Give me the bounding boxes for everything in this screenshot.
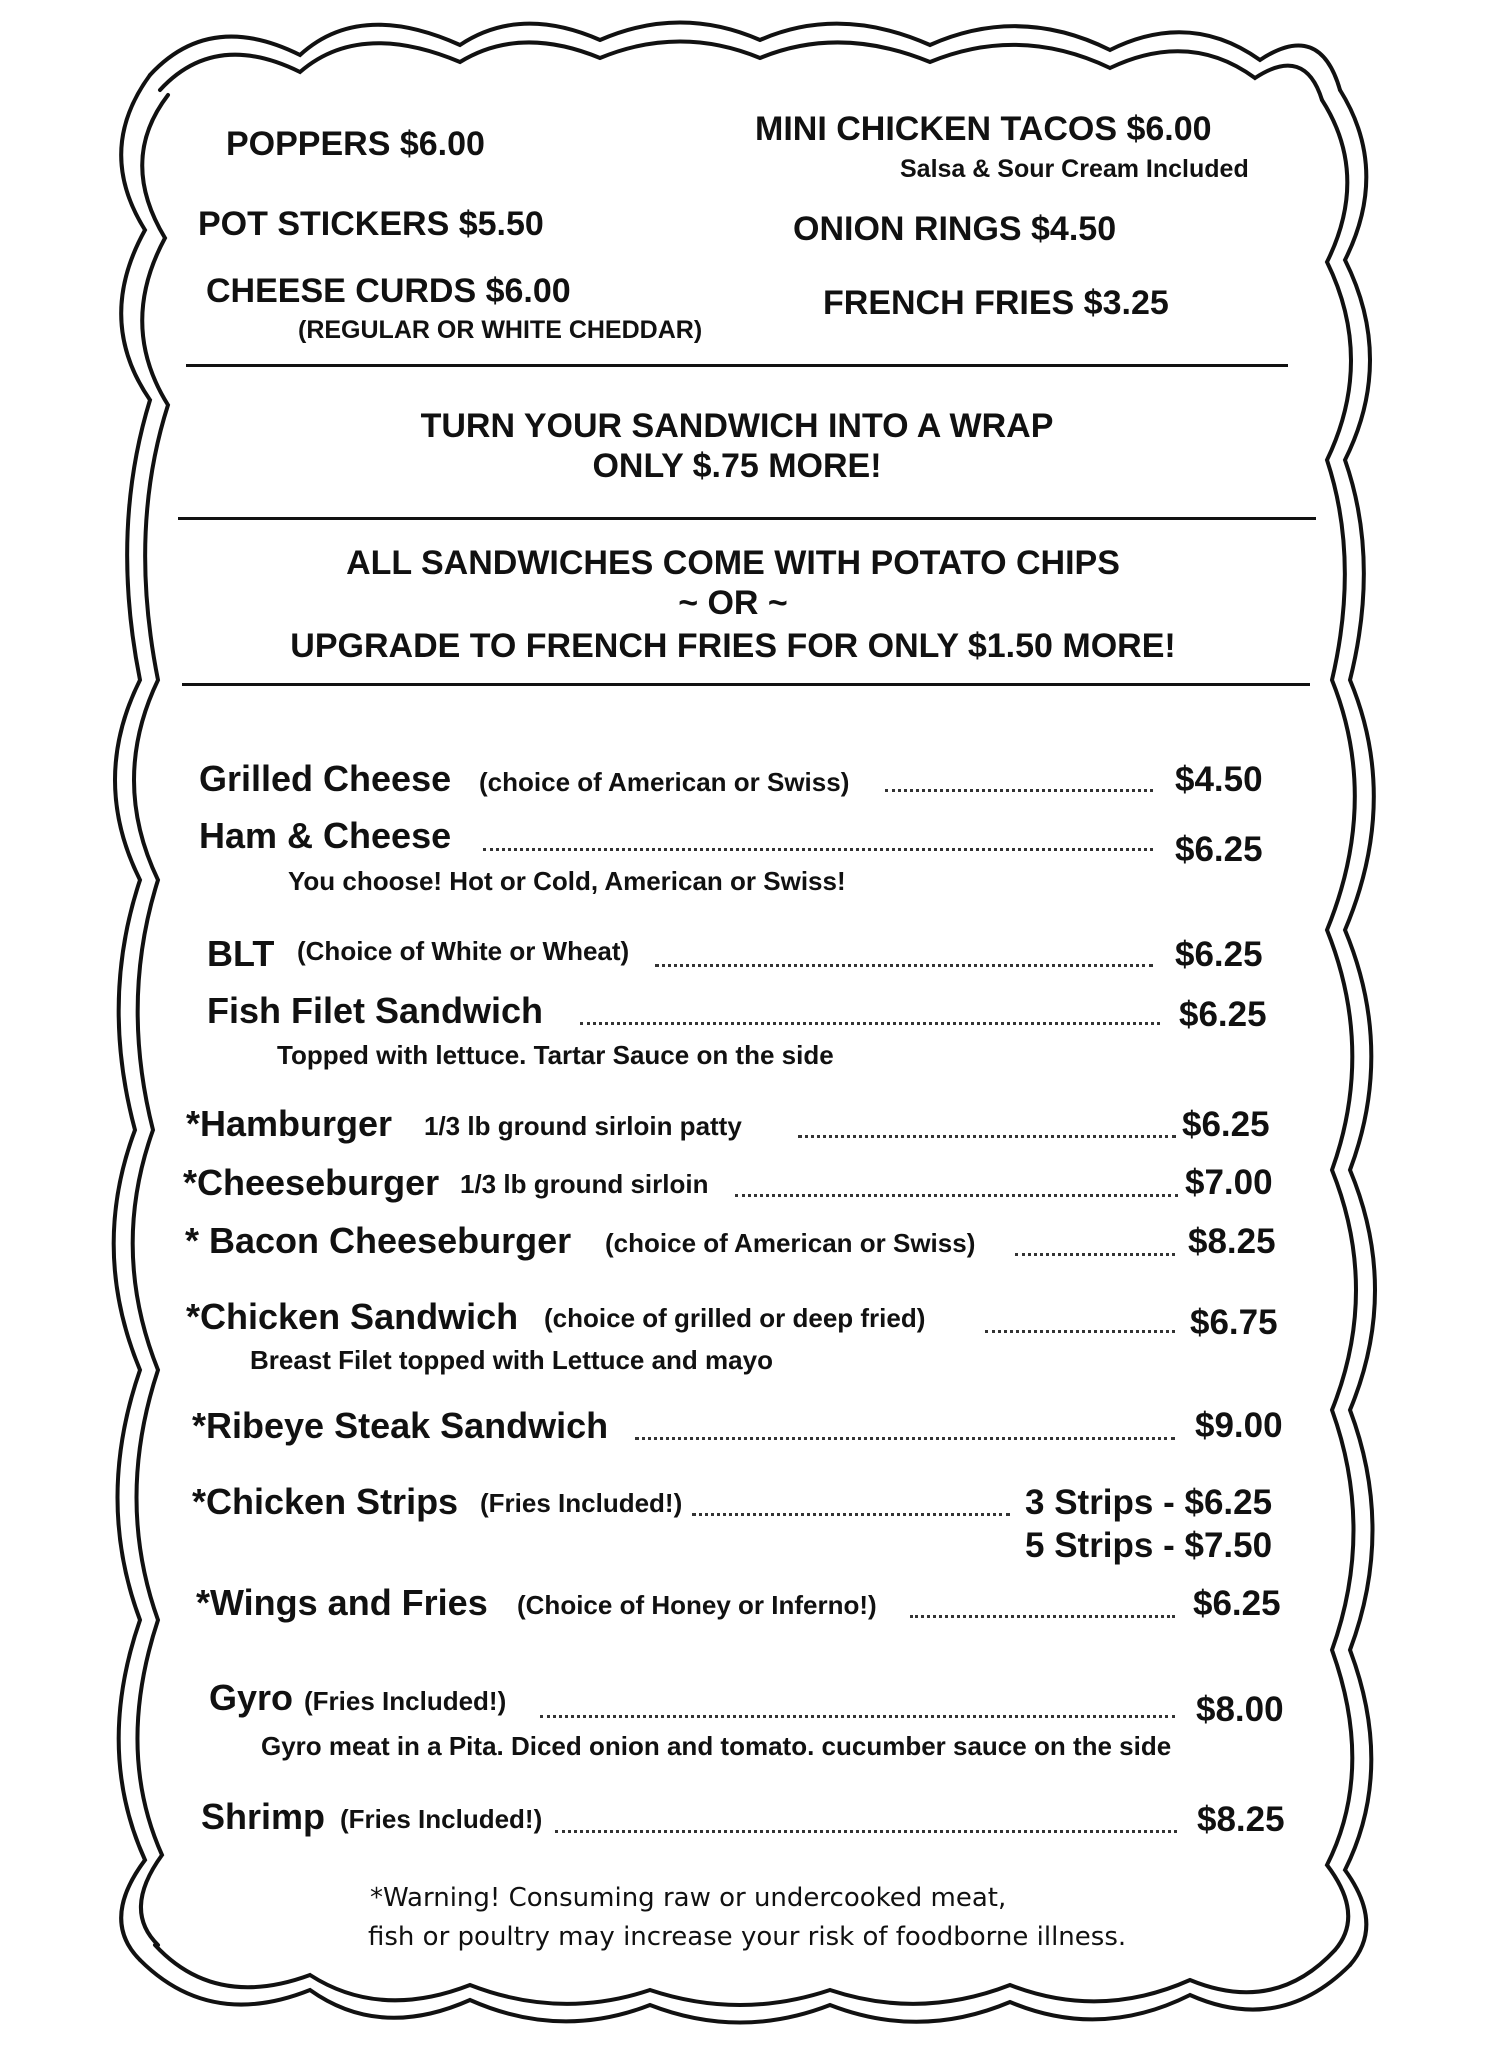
warning-line-1: *Warning! Consuming raw or undercooked meat, — [370, 1883, 1007, 1913]
item-fish-filet-name: Fish Filet Sandwich — [207, 990, 544, 1031]
item-grilled-cheese-leader — [885, 789, 1153, 792]
sides-notice-line-2: ~ OR ~ — [678, 584, 788, 622]
item-wings-price: $6.25 — [1193, 1584, 1281, 1623]
item-hamburger-name: *Hamburger — [186, 1103, 393, 1144]
item-blt-price: $6.25 — [1175, 935, 1263, 974]
item-gyro-leader — [540, 1715, 1175, 1718]
wrap-notice-line-2: ONLY $.75 MORE! — [592, 447, 882, 485]
item-chicken-sandwich-note: (choice of grilled or deep fried) — [544, 1303, 926, 1333]
appetizer-onion-rings: ONION RINGS $4.50 — [793, 210, 1117, 248]
item-fish-filet-price: $6.25 — [1179, 995, 1267, 1034]
item-chicken-strips-price-3: 3 Strips - $6.25 — [1025, 1483, 1273, 1522]
item-ribeye-leader — [635, 1437, 1175, 1440]
divider-2 — [178, 517, 1316, 520]
item-blt-note: (Choice of White or Wheat) — [297, 936, 630, 966]
item-chicken-strips-price-5: 5 Strips - $7.50 — [1025, 1526, 1273, 1565]
item-gyro-note: (Fries Included!) — [304, 1686, 507, 1716]
item-hamburger-leader — [798, 1135, 1176, 1138]
appetizer-mini-chicken-tacos: MINI CHICKEN TACOS $6.00 — [755, 110, 1212, 148]
appetizer-french-fries: FRENCH FRIES $3.25 — [823, 284, 1169, 322]
item-chicken-sandwich-name: *Chicken Sandwich — [186, 1296, 519, 1337]
item-wings-note: (Choice of Honey or Inferno!) — [517, 1590, 877, 1620]
appetizer-mini-tacos-note: Salsa & Sour Cream Included — [900, 155, 1249, 183]
item-shrimp-note: (Fries Included!) — [340, 1804, 543, 1834]
item-blt-leader — [655, 964, 1153, 967]
item-gyro-name: Gyro — [209, 1677, 294, 1718]
item-fish-filet-desc: Topped with lettuce. Tartar Sauce on the side — [277, 1040, 834, 1070]
appetizer-poppers: POPPERS $6.00 — [226, 125, 485, 163]
item-ham-cheese-price: $6.25 — [1175, 830, 1263, 869]
item-hamburger-note: 1/3 lb ground sirloin patty — [424, 1111, 742, 1141]
divider-3 — [182, 683, 1310, 686]
item-cheeseburger-name: *Cheeseburger — [183, 1162, 440, 1203]
item-cheeseburger-note: 1/3 lb ground sirloin — [460, 1169, 709, 1199]
item-grilled-cheese-price: $4.50 — [1175, 760, 1263, 799]
divider-1 — [186, 364, 1288, 367]
item-fish-filet-leader — [580, 1022, 1160, 1025]
sides-notice-line-3: UPGRADE TO FRENCH FRIES FOR ONLY $1.50 MORE! — [290, 627, 1176, 665]
appetizer-cheese-curds: CHEESE CURDS $6.00 — [206, 272, 571, 310]
item-chicken-sandwich-price: $6.75 — [1190, 1303, 1278, 1342]
item-shrimp-leader — [555, 1830, 1177, 1833]
item-ribeye-price: $9.00 — [1195, 1406, 1283, 1445]
item-grilled-cheese-note: (choice of American or Swiss) — [479, 767, 850, 797]
item-cheeseburger-leader — [735, 1194, 1178, 1197]
item-ribeye-name: *Ribeye Steak Sandwich — [192, 1405, 609, 1446]
item-bacon-cheeseburger-note: (choice of American or Swiss) — [605, 1228, 976, 1258]
item-cheeseburger-price: $7.00 — [1185, 1163, 1273, 1202]
item-chicken-strips-note: (Fries Included!) — [480, 1488, 683, 1518]
wrap-notice-line-1: TURN YOUR SANDWICH INTO A WRAP — [420, 407, 1054, 445]
item-ham-cheese-name: Ham & Cheese — [199, 815, 452, 856]
item-chicken-strips-leader — [692, 1513, 1010, 1516]
appetizer-cheese-curds-note: (REGULAR OR WHITE CHEDDAR) — [298, 316, 703, 344]
item-chicken-sandwich-leader — [985, 1330, 1175, 1333]
item-wings-leader — [910, 1615, 1175, 1618]
item-shrimp-price: $8.25 — [1197, 1800, 1285, 1839]
item-blt-name: BLT — [207, 933, 275, 974]
item-chicken-sandwich-desc: Breast Filet topped with Lettuce and mayo — [250, 1345, 773, 1375]
item-ham-cheese-desc: You choose! Hot or Cold, American or Swiss! — [288, 866, 846, 896]
item-wings-name: *Wings and Fries — [196, 1582, 488, 1623]
item-bacon-cheeseburger-price: $8.25 — [1188, 1222, 1276, 1261]
sides-notice-line-1: ALL SANDWICHES COME WITH POTATO CHIPS — [346, 544, 1120, 582]
item-bacon-cheeseburger-leader — [1015, 1253, 1175, 1256]
item-grilled-cheese-name: Grilled Cheese — [199, 758, 452, 799]
appetizer-pot-stickers: POT STICKERS $5.50 — [198, 205, 544, 243]
warning-line-2: fish or poultry may increase your risk of foodborne illness. — [368, 1922, 1127, 1952]
item-bacon-cheeseburger-name: * Bacon Cheeseburger — [185, 1220, 572, 1261]
item-ham-cheese-leader — [483, 848, 1153, 851]
item-shrimp-name: Shrimp — [201, 1796, 326, 1837]
item-hamburger-price: $6.25 — [1182, 1105, 1270, 1144]
item-gyro-desc: Gyro meat in a Pita. Diced onion and tomato. cucumber sauce on the side — [261, 1731, 1172, 1761]
item-gyro-price: $8.00 — [1196, 1690, 1284, 1729]
item-chicken-strips-name: *Chicken Strips — [192, 1481, 459, 1522]
